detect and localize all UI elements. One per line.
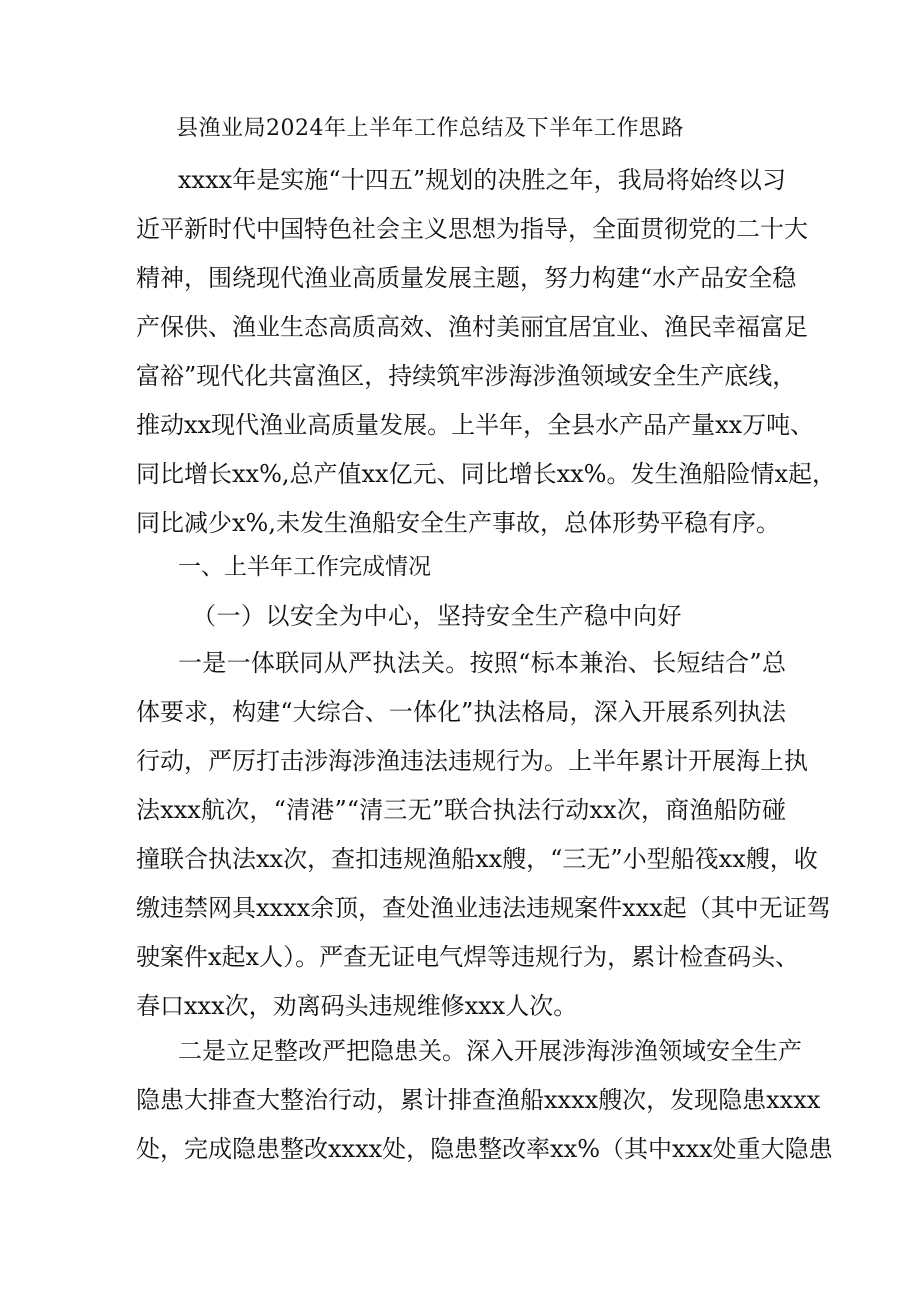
paragraph-line: 处，完成隐患整改xxxx处，隐患整改率xx%（其中xxx处重大隐患: [136, 1135, 833, 1163]
intro-line: 产保供、渔业生态高质高效、渔村美丽宜居宜业、渔民幸福富足: [136, 313, 808, 341]
intro-line: 同比减少x%,未发生渔船安全生产事故，总体形势平稳有序。: [136, 509, 780, 537]
paragraph-line: 一是一体联同从严执法关。按照“标本兼治、长短结合”总: [178, 649, 786, 677]
subsection-heading: （一）以安全为中心，坚持安全生产稳中向好: [192, 602, 682, 630]
intro-line: 同比增长xx%,总产值xx亿元、同比增长xx%。发生渔船险情x起，: [136, 460, 836, 488]
paragraph-line: 体要求，构建“大综合、一体化”执法格局，深入开展系列执法: [136, 698, 786, 726]
paragraph-line: 法xxx航次，“清港”“清三无”联合执法行动xx次，商渔船防碰: [136, 796, 786, 824]
intro-line: 推动xx现代渔业高质量发展。上半年，全县水产品产量xx万吨、: [136, 411, 815, 439]
paragraph-line: 二是立足整改严把隐患关。深入开展涉海涉渔领域安全生产: [178, 1037, 802, 1065]
paragraph-line: 行动，严厉打击涉海涉渔违法违规行为。上半年累计开展海上执: [136, 747, 808, 775]
intro-line: 精神，围绕现代渔业高质量发展主题，努力构建“水产品安全稳: [136, 264, 797, 292]
section-heading: 一、上半年工作完成情况: [178, 554, 431, 580]
paragraph-line: 隐患大排查大整治行动，累计排查渔船xxxx艘次，发现隐患xxxx: [136, 1086, 821, 1114]
intro-line: 近平新时代中国特色社会主义思想为指导，全面贯彻党的二十大: [136, 215, 808, 243]
paragraph-line: 春口xxx次，劝离码头违规维修xxx人次。: [136, 992, 578, 1020]
paragraph-line: 缴违禁网具xxxx余顶，查处渔业违法违规案件xxx起（其中无证驾: [136, 894, 831, 922]
document-title: 县渔业局2024年上半年工作总结及下半年工作思路: [176, 116, 684, 141]
intro-line: xxxx年是实施“十四五”规划的决胜之年，我局将始终以习: [178, 166, 786, 194]
paragraph-line: 驶案件x起x人）。严查无证电气焊等违规行为，累计检查码头、: [136, 943, 800, 971]
paragraph-line: 撞联合执法xx次，查扣违规渔船xx艘，“三无”小型船筏xx艘，收: [136, 845, 818, 873]
intro-line: 富裕”现代化共富渔区，持续筑牢涉海涉渔领域安全生产底线，: [136, 362, 797, 390]
